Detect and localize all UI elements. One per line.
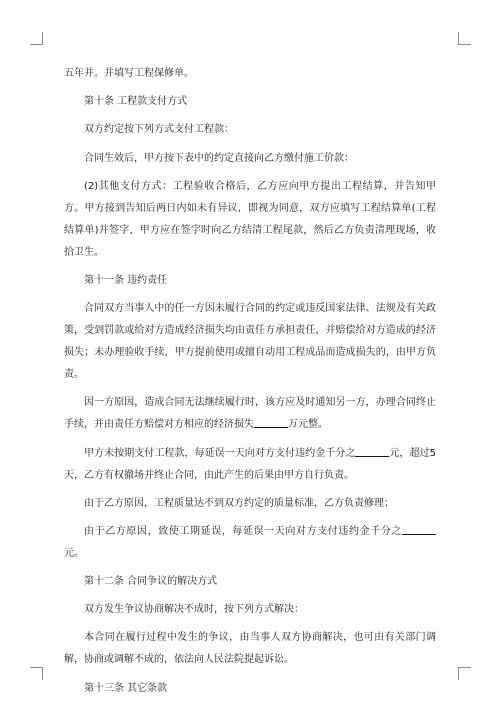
paragraph: 五年并。并填写工程保修单。: [64, 68, 194, 79]
fill-in-blank: [355, 455, 389, 457]
fill-in-blank: [402, 533, 436, 535]
paragraph: 双方约定按下列方式支付工程款：: [84, 124, 234, 136]
corner-mark-top-right: [458, 32, 471, 45]
corner-mark-top-left: [30, 32, 43, 45]
paragraph: 本合同在履行过程中发生的争议，由当事人双方协商解决，也可由有关部门调解，协商或调解不成的，依法向人民法院提起诉讼。: [64, 632, 436, 666]
fill-in-blank: [254, 426, 288, 428]
paragraph: 合同生效后，甲方按下表中的约定直接向乙方缴付施工价款：: [84, 152, 354, 164]
paragraph-text: 甲方未按期支付工程款，每延误一天向对方支付违约金千分之: [84, 447, 356, 459]
paragraph: 由于乙方原因，工程质量达不到双方约定的质量标准，乙方负责修理；: [84, 497, 394, 509]
section-heading: 第十二条 合同争议的解决方式: [84, 576, 218, 588]
paragraph: [64, 521, 436, 565]
corner-mark-bottom-right: [458, 667, 471, 680]
paragraph: [64, 392, 436, 436]
paragraph-text: 万元整。: [288, 419, 328, 431]
corner-mark-bottom-left: [30, 667, 43, 680]
section-heading: 第十一条 违约责任: [84, 274, 168, 286]
paragraph: [64, 443, 436, 487]
paragraph-text: 元，超过5天，乙方有权撤场并终止合同，由此产生的后果由甲方自行负责。: [64, 447, 436, 481]
document-body: [64, 63, 436, 706]
paragraph-text: 由于乙方原因，致使工期延误，每延误一天向对方支付违约金千分之: [84, 525, 402, 537]
paragraph: 双方发生争议协商解决不成时，按下列方式解决：: [84, 604, 304, 616]
paragraph-text: 元。: [64, 547, 84, 559]
paragraph: 合同双方当事人中的任一方因未履行合同的约定或违反国家法律、法规及有关政策，受到罚款或给对方造成经济损失均由责任方承担责任，并赔偿给对方造成的经济损失；未办理验收手续，甲方提前使用或擅自动用工程成品而造成损失的，由甲方负责。: [64, 303, 436, 381]
section-heading: 第十三条 其它条款: [84, 682, 168, 694]
paragraph: (2)其他支付方式：工程验收合格后，乙方应向甲方提出工程结算，并告知甲方。甲方接到告知后两日内如未有异议，即视为同意，双方应填写工程结算单(工程结算单)并签字，甲方应在签字时向乙方结清工程尾款，然后乙方负责清理现场，收拾卫生。: [64, 180, 436, 258]
paragraph-text: 因一方原因，造成合同无法继续履行时，该方应及时通知另一方，办理合同终止手续，并由责任方赔偿对方相应的经济损失: [64, 397, 436, 431]
section-heading: 第十条 工程款支付方式: [84, 96, 188, 108]
